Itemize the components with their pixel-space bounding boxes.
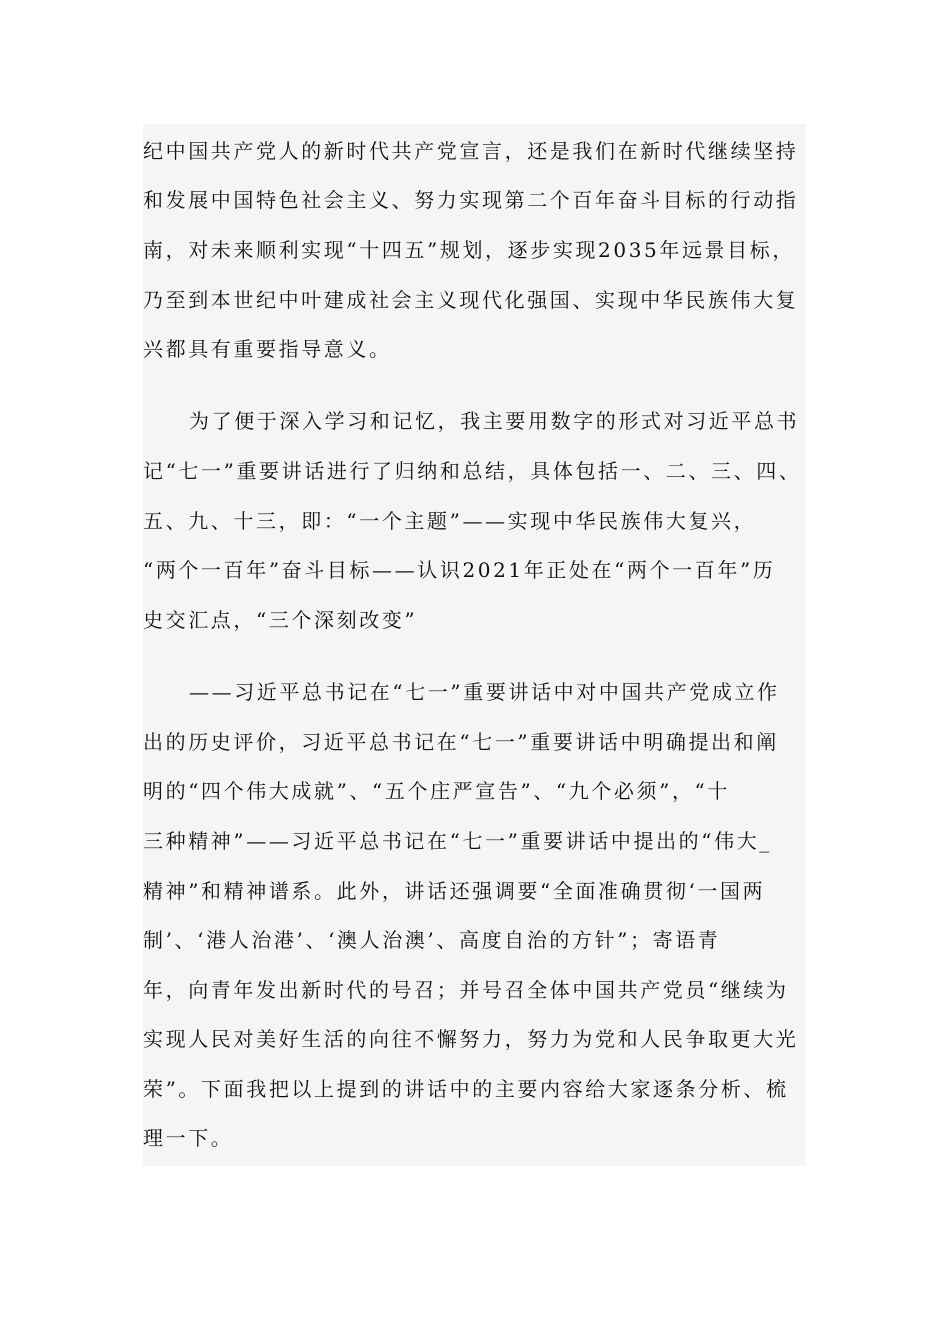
paragraph-2-line-2: 记“七一”重要讲话进行了归纳和总结，具体包括一、二、三、四、 [143,459,802,483]
paragraph-3-line-8: 实现人民对美好生活的向往不懈努力，努力为党和人民争取更大光 [143,1027,799,1051]
paragraph-1-line-4: 乃至到本世纪中叶建成社会主义现代化强国、实现中华民族伟大复 [143,288,799,312]
paragraph-3-line-7: 年，向青年发出新时代的号召；并号召全体中国共产党员“继续为 [143,978,789,1002]
paragraph-2-line-1: 为了便于深入学习和记忆，我主要用数字的形式对习近平总书 [189,409,800,433]
paragraph-1-line-3: 南，对未来顺利实现“十四五”规划，逐步实现2035年远景目标， [143,238,795,262]
paragraph-3-line-5: 精神”和精神谱系。此外，讲话还强调要“全面准确贯彻‘一国两 [143,879,766,903]
paragraph-1-line-1: 纪中国共产党人的新时代共产党宣言，还是我们在新时代继续坚持 [143,139,799,163]
paragraph-3-line-4: 三种精神”——习近平总书记在“七一”重要讲话中提出的“伟大_ [143,829,772,853]
paragraph-3-line-10: 理一下。 [143,1126,234,1150]
paragraph-3-line-9: 荣”。下面我把以上提到的讲话中的主要内容给大家逐条分析、梳 [143,1077,789,1101]
document-text-block [143,124,806,1166]
paragraph-3-line-2: 出的历史评价，习近平总书记在“七一”重要讲话中明确提出和阐 [143,730,779,754]
paragraph-2-line-3: 五、九、十三，即：“一个主题”——实现中华民族伟大复兴， [143,509,757,533]
paragraph-2-line-4: “两个一百年”奋斗目标——认识2021年正处在“两个一百年”历 [143,558,776,582]
paragraph-3-line-6: 制’、‘港人治港’、‘澳人治澳’、高度自治的方针”；寄语青 [143,928,721,952]
paragraph-1-line-5: 兴都具有重要指导意义。 [143,337,392,361]
paragraph-1-line-2: 和发展中国特色社会主义、努力实现第二个百年奋斗目标的行动指 [143,188,799,212]
paragraph-3-line-1: ——习近平总书记在“七一”重要讲话中对中国共产党成立作 [189,680,780,704]
paragraph-2-line-5: 史交汇点，“三个深刻改变” [143,608,418,632]
paragraph-3-line-3: 明的“四个伟大成就”、“五个庄严宣告”、“九个必须”，“十 [143,779,730,803]
